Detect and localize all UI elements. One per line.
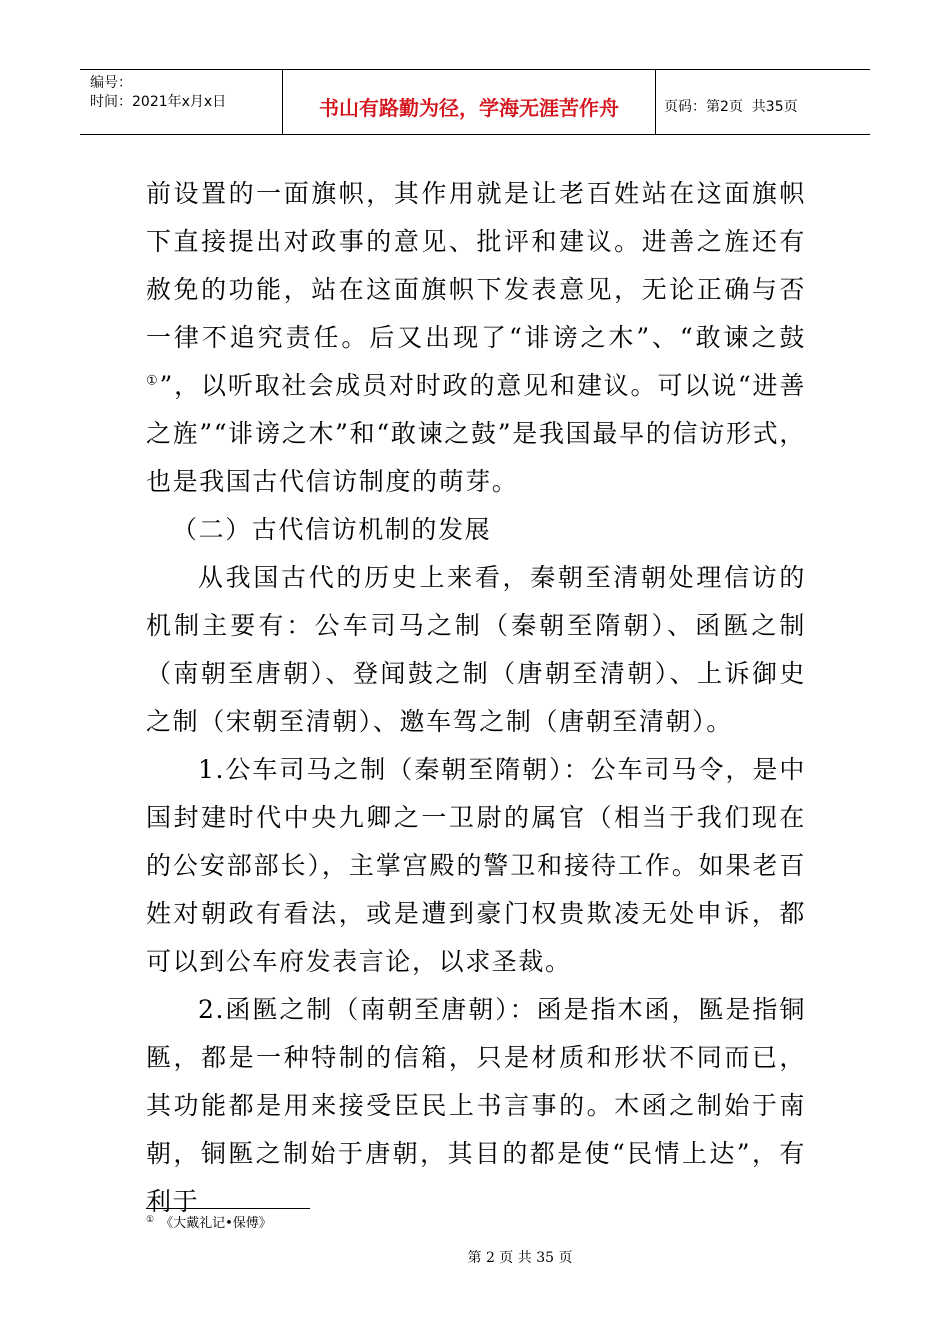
header-page-info: 页码：第2页 共35页 <box>664 99 798 115</box>
body-paragraph-2: 从我国古代的历史上来看，秦朝至清朝处理信访的机制主要有：公车司马之制（秦朝至隋朝）、函匦之制（南朝至唐朝）、登闻鼓之制（唐朝至清朝）、上诉御史之制（宋朝至清朝）、邀车驾之制（唐朝至清朝）。 <box>146 563 806 736</box>
footnote-reference[interactable]: ① <box>146 373 160 389</box>
document-date-label: 时间：2021年x月x日 <box>90 94 227 110</box>
footnote-text: 《大戴礼记•保傅》 <box>160 1216 272 1231</box>
footnote <box>146 1212 272 1231</box>
header-motto: 书山有路勤为径，学海无涯苦作舟 <box>319 95 619 120</box>
page-number: 第 2 页 共 35 页 <box>467 1250 573 1266</box>
footnote-divider <box>146 1208 310 1209</box>
header-motto-cell <box>283 70 656 134</box>
header-meta-cell <box>80 70 283 134</box>
body-paragraph-4: 2.函匦之制（南朝至唐朝）：函是指木函，匦是指铜匦，都是一种特制的信箱，只是材质和形状不同而已，其功能都是用来接受臣民上书言事的。木函之制始于南朝，铜匦之制始于唐朝，其目的都是使“民情上达”，有利于 <box>146 995 806 1216</box>
document-body <box>146 170 806 1226</box>
page-footer <box>0 1247 950 1267</box>
document-number-label: 编号： <box>90 75 132 91</box>
body-paragraph-1: 前设置的一面旗帜，其作用就是让老百姓站在这面旗帜下直接提出对政事的意见、批评和建议。进善之旌还有赦免的功能，站在这面旗帜下发表意见，无论正确与否一律不追究责任。后又出现了“诽谤之木”、“敢谏之鼓①”，以听取社会成员对时政的意见和建议。可以说“进善之旌”“诽谤之木”和“敢谏之鼓”是我国最早的信访形式，也是我国古代信访制度的萌芽。 <box>146 179 806 496</box>
header-page-cell <box>656 70 870 134</box>
body-paragraph-3: 1.公车司马之制（秦朝至隋朝）：公车司马令，是中国封建时代中央九卿之一卫尉的属官（相当于我们现在的公安部部长），主掌宫殿的警卫和接待工作。如果老百姓对朝政有看法，或是遭到豪门权贵欺凌无处申诉，都可以到公车府发表言论，以求圣裁。 <box>146 755 806 976</box>
footnote-mark: ① <box>146 1214 155 1225</box>
page-header <box>80 69 870 135</box>
section-heading: （二）古代信访机制的发展 <box>172 515 492 544</box>
